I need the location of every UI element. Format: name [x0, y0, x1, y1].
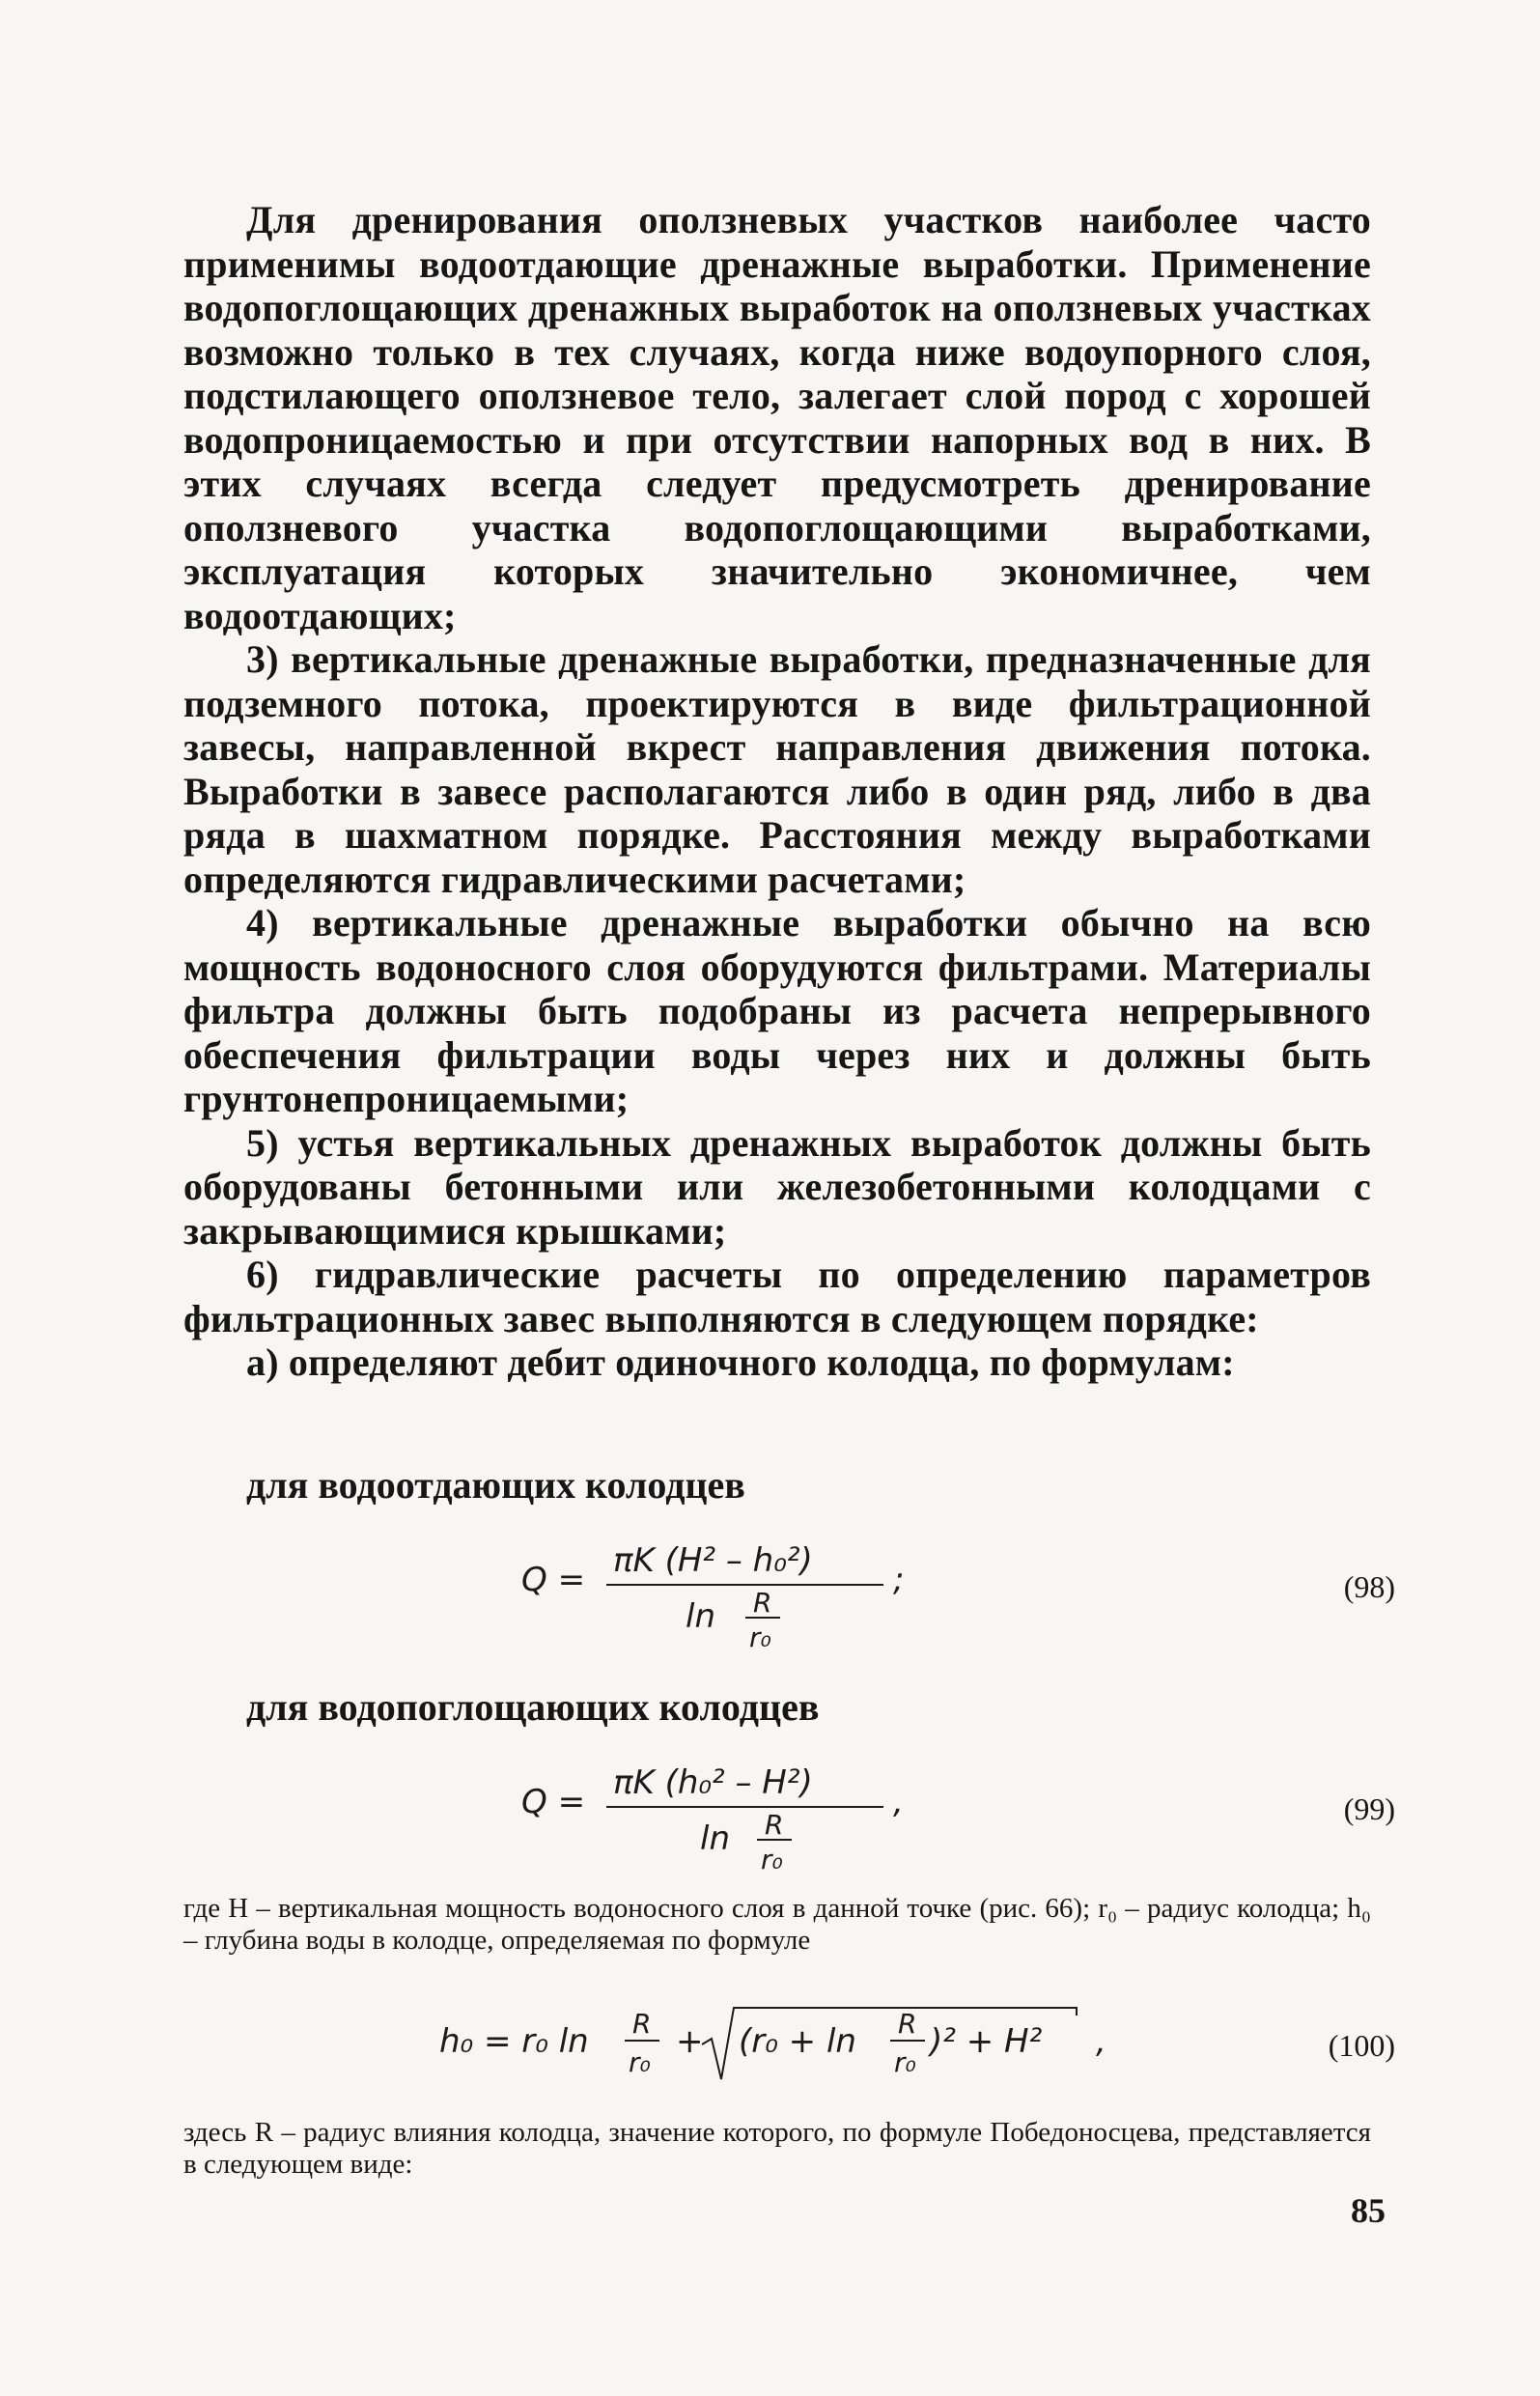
page-number: 85: [1351, 2191, 1386, 2230]
svg-text:r₀: r₀: [894, 2046, 916, 2078]
svg-text:R: R: [753, 1587, 772, 1619]
svg-text:Q =: Q =: [521, 1783, 586, 1821]
equation-number-100: (100): [1328, 2028, 1395, 2063]
svg-text:(r₀ + ln: (r₀ + ln: [739, 2022, 856, 2061]
paragraph-item-5: 5) устья вертикальных дренажных выработок должны быть оборудованы бетонными или железобетонными колодцами с закрывающимися крышками;: [183, 1120, 1371, 1253]
main-text: [183, 198, 1371, 1385]
heading-water-releasing-wells: для водоотдающих колодцев: [246, 1463, 745, 1507]
svg-text:,: ,: [893, 1783, 904, 1821]
svg-text:h₀ = r₀ ln: h₀ = r₀ ln: [439, 2022, 589, 2061]
svg-text:+: +: [676, 2022, 704, 2061]
formula-99: [521, 1753, 927, 1878]
formula-100: [439, 1994, 1134, 2100]
paragraph-item-4: 4) вертикальные дренажные выработки обычно на всю мощность водоносного слоя оборудуются фильтрами. Материалы фильтра должны быть подобраны из расчета непрерывного обеспечения фильтрации воды через них и должны быть грунтонепроницаемыми;: [183, 901, 1371, 1120]
svg-text:r₀: r₀: [629, 2046, 651, 2078]
note-where: [183, 1893, 1371, 1957]
note-here: [183, 2117, 1371, 2181]
svg-text:)² + H²: )² + H²: [930, 2022, 1043, 2061]
svg-text:R: R: [632, 2008, 652, 2040]
svg-text:ln: ln: [700, 1819, 730, 1858]
note-here-text: здесь R – радиус влияния колодца, значение которого, по формуле Победоносцева, представляется в следующем виде:: [183, 2117, 1371, 2180]
svg-text:r₀: r₀: [761, 1844, 783, 1875]
heading-water-absorbing-wells: для водопоглощающих колодцев: [246, 1685, 820, 1729]
svg-text:R: R: [898, 2008, 917, 2040]
formula-98: [521, 1531, 927, 1656]
svg-text:Q =: Q =: [521, 1561, 586, 1599]
svg-text:;: ;: [893, 1561, 905, 1599]
svg-text:,: ,: [1096, 2022, 1106, 2061]
svg-text:ln: ln: [686, 1597, 715, 1636]
paragraph-item-3: 3) вертикальные дренажные выработки, предназначенные для подземного потока, проектируются в виде фильтрационной завесы, направленной вкрест направления движения потока. Выработки в завесе располагаются либо в один ряд, либо в два ряда в шахматном порядке. Расстояния между выработками определяются гидравлическими расчетами;: [183, 637, 1371, 901]
paragraph-item-6: 6) гидравлические расчеты по определению параметров фильтрационных завес выполняются в следующем порядке:: [183, 1253, 1371, 1340]
paragraph-intro: Для дренирования оползневых участков наиболее часто применимы водоотдающие дренажные выработки. Применение водопоглощающих дренажных выработок на оползневых участках возможно только в тех случаях, когда ниже водоупорного слоя, подстилающего оползневое тело, залегает слой пород с хорошей водопроницаемостью и при отсутствии напорных вод в них. В этих случаях всегда следует предусмотреть дренирование оползневого участка водопоглощающими выработками, эксплуатация которых значительно экономичнее, чем водоотдающих;: [183, 198, 1371, 637]
svg-text:πK (H² – h₀²): πK (H² – h₀²): [613, 1541, 813, 1580]
svg-text:r₀: r₀: [749, 1621, 771, 1653]
note-where-text: где H – вертикальная мощность водоносного слоя в данной точке (рис. 66); r₀ – радиус колодца; h₀ – глубина воды в колодце, определяемая по формуле: [183, 1893, 1371, 1956]
equation-number-98: (98): [1343, 1569, 1395, 1604]
svg-text:πK (h₀² – H²): πK (h₀² – H²): [613, 1763, 813, 1802]
svg-text:R: R: [765, 1809, 784, 1841]
equation-number-99: (99): [1343, 1791, 1395, 1826]
paragraph-item-6a: а) определяют дебит одиночного колодца, по формулам:: [246, 1340, 1235, 1384]
